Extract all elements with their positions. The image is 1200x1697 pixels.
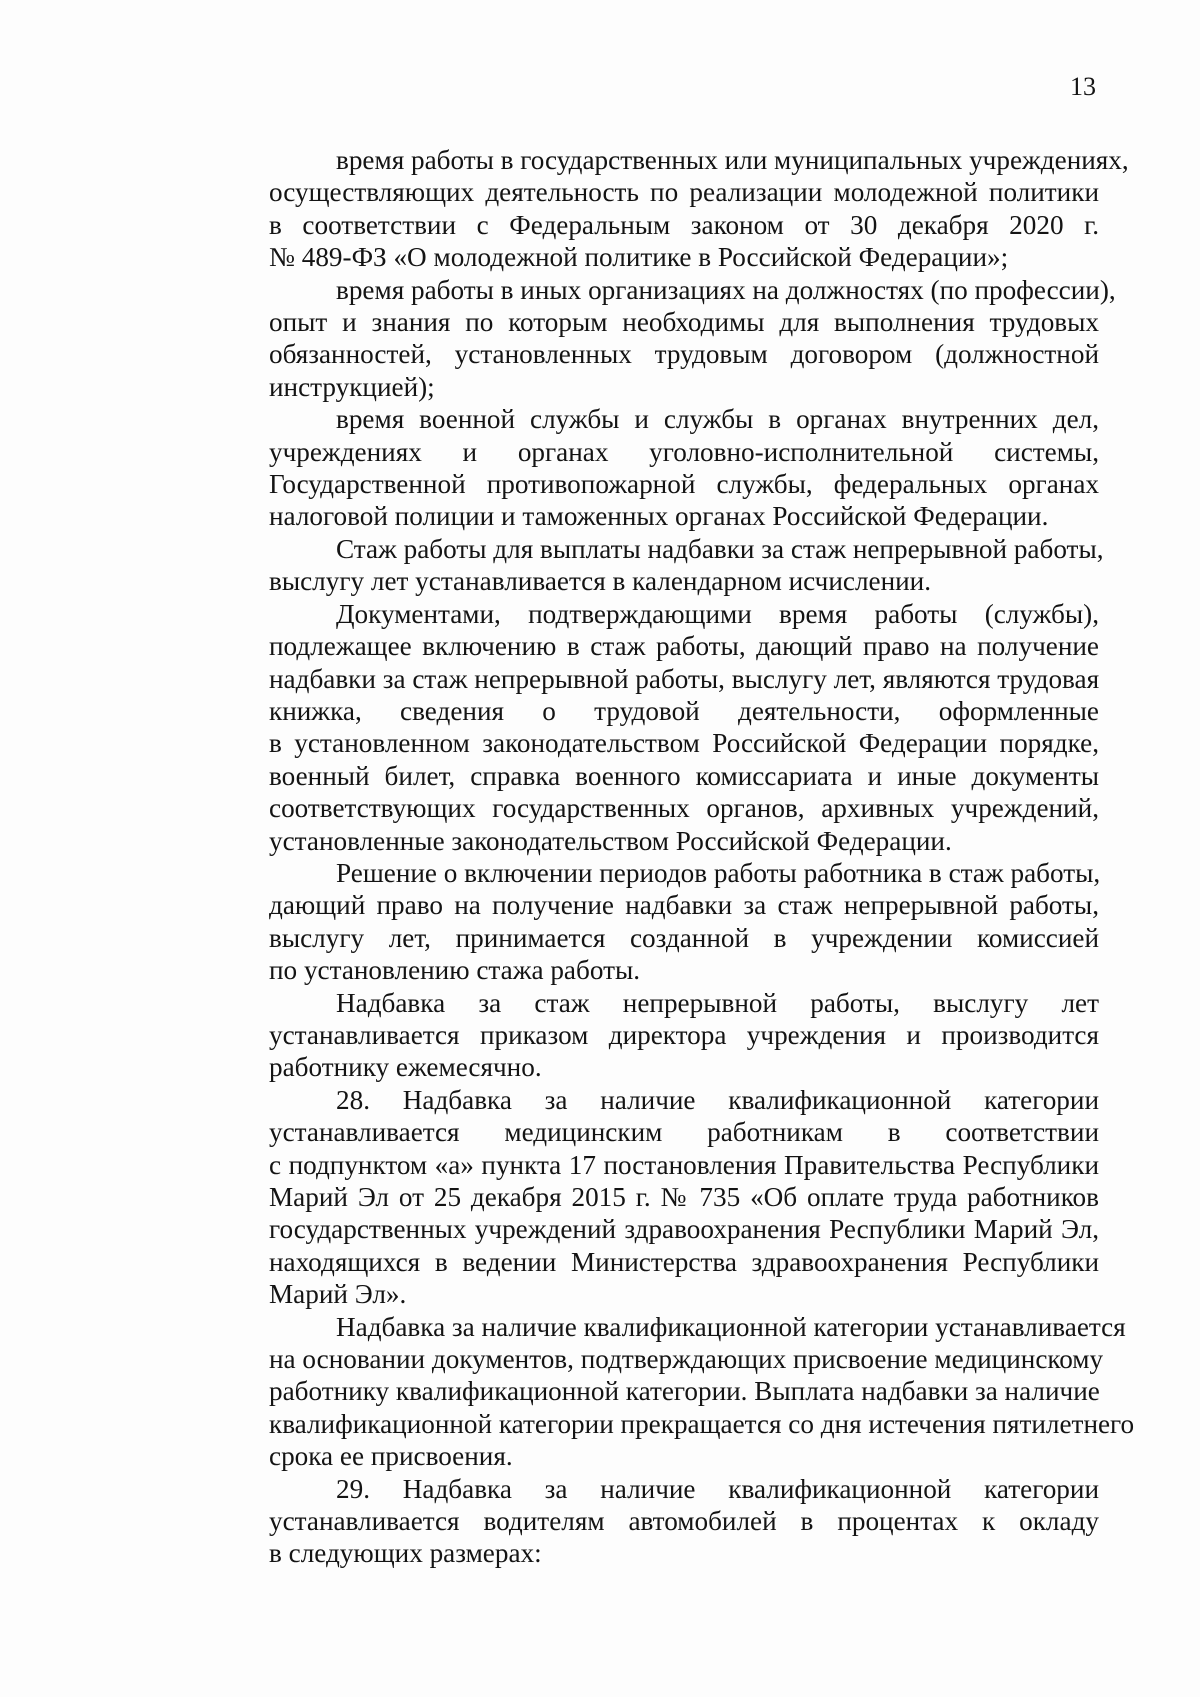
paragraph <box>202 403 1099 533</box>
text-line: книжка, сведения о трудовой деятельности, оформленные <box>269 695 1099 726</box>
text-line: осуществляющих деятельность по реализации молодежной политики <box>269 177 1099 208</box>
text-line: находящихся в ведении Министерства здравоохранения Республики <box>269 1246 1099 1277</box>
paragraph <box>202 857 1099 987</box>
text-line: дающий право на получение надбавки за стаж непрерывной работы, <box>269 890 1099 921</box>
text-line: работнику ежемесячно. <box>269 1052 542 1083</box>
text-line: квалификационной категории прекращается со дня истечения пятилетнего <box>269 1408 1135 1439</box>
text-line: срока ее присвоения. <box>269 1441 513 1472</box>
document-body <box>202 144 1135 1570</box>
text-line: в установленном законодательством Российской Федерации порядке, <box>269 728 1099 759</box>
paragraph <box>202 1084 1099 1311</box>
text-line: военный билет, справка военного комиссариата и иные документы <box>269 760 1099 791</box>
text-line: государственных учреждений здравоохранения Республики Марий Эл, <box>269 1214 1099 1245</box>
paragraph <box>202 533 1104 598</box>
page-number: 13 <box>1070 72 1096 101</box>
text-line: Надбавка за наличие квалификационной категории устанавливается <box>336 1311 1126 1342</box>
text-line: налоговой полиции и таможенных органах Российской Федерации. <box>269 501 1049 532</box>
text-line: установленные законодательством Российской Федерации. <box>269 825 952 856</box>
text-line: устанавливается приказом директора учреждения и производится <box>269 1019 1099 1050</box>
text-line: Марий Эл». <box>269 1279 407 1310</box>
text-line: Стаж работы для выплаты надбавки за стаж непрерывной работы, <box>336 533 1104 564</box>
text-line: устанавливается водителям автомобилей в процентах к окладу <box>269 1506 1099 1537</box>
text-line: 29. Надбавка за наличие квалификационной категории <box>336 1473 1099 1504</box>
text-line: время военной службы и службы в органах внутренних дел, <box>336 404 1099 435</box>
paragraph <box>202 1473 1099 1570</box>
text-line: обязанностей, установленных трудовым договором (должностной <box>269 339 1099 370</box>
text-line: Государственной противопожарной службы, федеральных органах <box>269 469 1099 500</box>
text-line: надбавки за стаж непрерывной работы, выслугу лет, являются трудовая <box>269 663 1100 694</box>
paragraph <box>202 1311 1135 1473</box>
text-line: время работы в иных организациях на должностях (по профессии), <box>336 274 1116 305</box>
text-line: на основании документов, подтверждающих присвоение медицинскому <box>269 1344 1104 1375</box>
text-line: выслугу лет, принимается созданной в учреждении комиссией <box>269 922 1099 953</box>
text-line: в следующих размерах: <box>269 1538 542 1569</box>
text-line: соответствующих государственных органов, архивных учреждений, <box>269 793 1099 824</box>
text-line: выслугу лет устанавливается в календарном исчислении. <box>269 566 932 597</box>
text-line: работнику квалификационной категории. Выплата надбавки за наличие <box>269 1376 1100 1407</box>
text-line: устанавливается медицинским работникам в соответствии <box>269 1117 1099 1148</box>
text-line: в соответствии с Федеральным законом от 30 декабря 2020 г. <box>269 209 1099 240</box>
paragraph <box>202 274 1116 404</box>
text-line: Решение о включении периодов работы работника в стаж работы, <box>336 857 1101 888</box>
paragraph <box>202 144 1129 274</box>
text-line: № 489-ФЗ «О молодежной политике в Российской Федерации»; <box>269 242 1009 273</box>
paragraph <box>202 598 1099 857</box>
text-line: Надбавка за стаж непрерывной работы, выслугу лет <box>336 987 1099 1018</box>
text-line: Документами, подтверждающими время работы (службы), <box>336 598 1099 629</box>
text-line: Марий Эл от 25 декабря 2015 г. № 735 «Об оплате труда работников <box>269 1182 1099 1212</box>
text-line: опыт и знания по которым необходимы для выполнения трудовых <box>269 307 1099 338</box>
text-line: подлежащее включению в стаж работы, дающий право на получение <box>269 631 1099 662</box>
text-line: по установлению стажа работы. <box>269 955 641 986</box>
text-line: время работы в государственных или муниципальных учреждениях, <box>336 145 1129 175</box>
text-line: инструкцией); <box>269 371 435 402</box>
text-line: с подпунктом «а» пункта 17 постановления Правительства Республики <box>269 1149 1099 1180</box>
text-line: учреждениях и органах уголовно-исполнительной системы, <box>269 436 1099 467</box>
text-line: 28. Надбавка за наличие квалификационной категории <box>336 1084 1099 1115</box>
paragraph <box>202 987 1099 1084</box>
